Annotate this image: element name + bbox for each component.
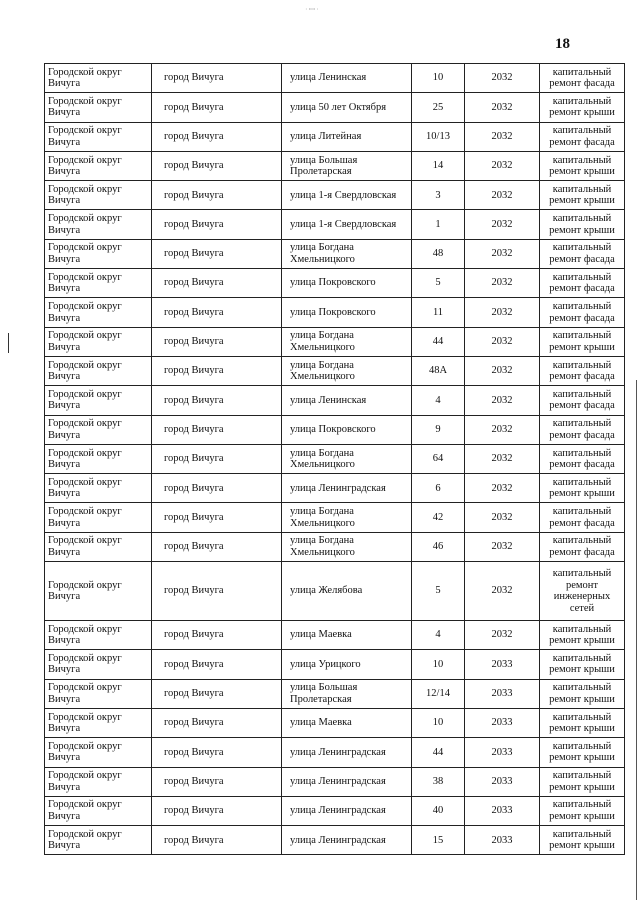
street-cell: улица Богдана Хмельницкого — [282, 239, 412, 268]
city-cell: город Вичуга — [152, 767, 282, 796]
house-number-cell: 15 — [412, 826, 465, 855]
table-row — [45, 562, 625, 621]
table-row — [45, 415, 625, 444]
work-type-cell: капитальный ремонт крыши — [540, 474, 625, 503]
district-cell: Городской округ Вичуга — [45, 708, 152, 737]
table-row — [45, 93, 625, 122]
district-cell: Городской округ Вичуга — [45, 181, 152, 210]
district-cell: Городской округ Вичуга — [45, 298, 152, 327]
year-cell: 2032 — [465, 415, 540, 444]
work-type-cell: капитальный ремонт фасада — [540, 239, 625, 268]
table-row — [45, 64, 625, 93]
city-cell: город Вичуга — [152, 621, 282, 650]
street-cell: улица Большая Пролетарская — [282, 151, 412, 180]
house-number-cell: 3 — [412, 181, 465, 210]
table-row — [45, 269, 625, 298]
street-cell: улица Ленинская — [282, 64, 412, 93]
work-type-cell: капитальный ремонт фасада — [540, 298, 625, 327]
street-cell: улица Ленинградская — [282, 474, 412, 503]
district-cell: Городской округ Вичуга — [45, 64, 152, 93]
house-number-cell: 10 — [412, 650, 465, 679]
house-number-cell: 14 — [412, 151, 465, 180]
work-type-cell: капитальный ремонт крыши — [540, 767, 625, 796]
work-type-cell: капитальный ремонт крыши — [540, 650, 625, 679]
district-cell: Городской округ Вичуга — [45, 650, 152, 679]
house-number-cell: 4 — [412, 386, 465, 415]
year-cell: 2033 — [465, 796, 540, 825]
district-cell: Городской округ Вичуга — [45, 444, 152, 473]
district-cell: Городской округ Вичуга — [45, 503, 152, 532]
work-type-cell: капитальный ремонт фасада — [540, 503, 625, 532]
work-type-cell: капитальный ремонт фасада — [540, 269, 625, 298]
table-row — [45, 122, 625, 151]
street-cell: улица Ленинградская — [282, 826, 412, 855]
city-cell: город Вичуга — [152, 474, 282, 503]
house-number-cell: 48 — [412, 239, 465, 268]
street-cell: улица Маевка — [282, 621, 412, 650]
table-row — [45, 327, 625, 356]
house-number-cell: 25 — [412, 93, 465, 122]
house-number-cell: 44 — [412, 327, 465, 356]
district-cell: Городской округ Вичуга — [45, 679, 152, 708]
city-cell: город Вичуга — [152, 151, 282, 180]
street-cell: улица 1-я Свердловская — [282, 181, 412, 210]
house-number-cell: 6 — [412, 474, 465, 503]
district-cell: Городской округ Вичуга — [45, 621, 152, 650]
year-cell: 2032 — [465, 181, 540, 210]
street-cell: улица Ленинградская — [282, 738, 412, 767]
work-type-cell: капитальный ремонт крыши — [540, 327, 625, 356]
house-number-cell: 38 — [412, 767, 465, 796]
table-row — [45, 767, 625, 796]
year-cell: 2032 — [465, 239, 540, 268]
city-cell: город Вичуга — [152, 796, 282, 825]
work-type-cell: капитальный ремонт крыши — [540, 679, 625, 708]
work-type-cell: капитальный ремонт инженерных сетей — [540, 562, 625, 621]
city-cell: город Вичуга — [152, 826, 282, 855]
house-number-cell: 10 — [412, 708, 465, 737]
table-row — [45, 679, 625, 708]
year-cell: 2032 — [465, 122, 540, 151]
district-cell: Городской округ Вичуга — [45, 474, 152, 503]
table-row — [45, 708, 625, 737]
district-cell: Городской округ Вичуга — [45, 210, 152, 239]
street-cell: улица 1-я Свердловская — [282, 210, 412, 239]
year-cell: 2032 — [465, 298, 540, 327]
year-cell: 2032 — [465, 444, 540, 473]
table-row — [45, 356, 625, 385]
year-cell: 2032 — [465, 64, 540, 93]
year-cell: 2032 — [465, 474, 540, 503]
house-number-cell: 48А — [412, 356, 465, 385]
house-number-cell: 12/14 — [412, 679, 465, 708]
work-type-cell: капитальный ремонт крыши — [540, 181, 625, 210]
year-cell: 2033 — [465, 679, 540, 708]
table-row — [45, 738, 625, 767]
work-type-cell: капитальный ремонт крыши — [540, 210, 625, 239]
left-scan-edge — [8, 333, 9, 353]
work-type-cell: капитальный ремонт фасада — [540, 356, 625, 385]
city-cell: город Вичуга — [152, 356, 282, 385]
table-row — [45, 532, 625, 561]
house-number-cell: 1 — [412, 210, 465, 239]
year-cell: 2033 — [465, 738, 540, 767]
year-cell: 2032 — [465, 93, 540, 122]
year-cell: 2033 — [465, 708, 540, 737]
street-cell: улица Большая Пролетарская — [282, 679, 412, 708]
year-cell: 2033 — [465, 767, 540, 796]
district-cell: Городской округ Вичуга — [45, 532, 152, 561]
city-cell: город Вичуга — [152, 93, 282, 122]
house-number-cell: 4 — [412, 621, 465, 650]
work-type-cell: капитальный ремонт крыши — [540, 93, 625, 122]
right-scan-edge — [636, 380, 637, 900]
house-number-cell: 10 — [412, 64, 465, 93]
street-cell: улица Богдана Хмельницкого — [282, 356, 412, 385]
street-cell: улица Покровского — [282, 298, 412, 327]
city-cell: город Вичуга — [152, 708, 282, 737]
house-number-cell: 11 — [412, 298, 465, 327]
year-cell: 2032 — [465, 386, 540, 415]
street-cell: улица Богдана Хмельницкого — [282, 327, 412, 356]
street-cell: улица Урицкого — [282, 650, 412, 679]
street-cell: улица Покровского — [282, 269, 412, 298]
district-cell: Городской округ Вичуга — [45, 327, 152, 356]
city-cell: город Вичуга — [152, 64, 282, 93]
work-type-cell: капитальный ремонт фасада — [540, 415, 625, 444]
street-cell: улица Богдана Хмельницкого — [282, 503, 412, 532]
work-type-cell: капитальный ремонт крыши — [540, 621, 625, 650]
table-row — [45, 621, 625, 650]
table-row — [45, 181, 625, 210]
street-cell: улица Литейная — [282, 122, 412, 151]
city-cell: город Вичуга — [152, 239, 282, 268]
district-cell: Городской округ Вичуга — [45, 239, 152, 268]
city-cell: город Вичуга — [152, 444, 282, 473]
district-cell: Городской округ Вичуга — [45, 826, 152, 855]
table-row — [45, 239, 625, 268]
year-cell: 2032 — [465, 562, 540, 621]
city-cell: город Вичуга — [152, 415, 282, 444]
city-cell: город Вичуга — [152, 679, 282, 708]
house-number-cell: 5 — [412, 562, 465, 621]
work-type-cell: капитальный ремонт фасада — [540, 64, 625, 93]
house-number-cell: 64 — [412, 444, 465, 473]
year-cell: 2032 — [465, 503, 540, 532]
street-cell: улица Желябова — [282, 562, 412, 621]
house-number-cell: 42 — [412, 503, 465, 532]
district-cell: Городской округ Вичуга — [45, 415, 152, 444]
work-type-cell: капитальный ремонт крыши — [540, 826, 625, 855]
work-type-cell: капитальный ремонт крыши — [540, 708, 625, 737]
city-cell: город Вичуга — [152, 650, 282, 679]
table-row — [45, 298, 625, 327]
city-cell: город Вичуга — [152, 122, 282, 151]
city-cell: город Вичуга — [152, 738, 282, 767]
table-row — [45, 474, 625, 503]
city-cell: город Вичуга — [152, 327, 282, 356]
table-row — [45, 826, 625, 855]
work-type-cell: капитальный ремонт крыши — [540, 151, 625, 180]
table-row — [45, 796, 625, 825]
city-cell: город Вичуга — [152, 298, 282, 327]
work-type-cell: капитальный ремонт крыши — [540, 796, 625, 825]
table-row — [45, 210, 625, 239]
year-cell: 2032 — [465, 151, 540, 180]
district-cell: Городской округ Вичуга — [45, 562, 152, 621]
year-cell: 2032 — [465, 356, 540, 385]
street-cell: улица 50 лет Октября — [282, 93, 412, 122]
district-cell: Городской округ Вичуга — [45, 796, 152, 825]
house-number-cell: 5 — [412, 269, 465, 298]
table-row — [45, 386, 625, 415]
district-cell: Городской округ Вичуга — [45, 151, 152, 180]
table-row — [45, 151, 625, 180]
year-cell: 2032 — [465, 621, 540, 650]
page-number: 18 — [555, 36, 570, 52]
district-cell: Городской округ Вичуга — [45, 93, 152, 122]
district-cell: Городской округ Вичуга — [45, 269, 152, 298]
work-type-cell: капитальный ремонт фасада — [540, 122, 625, 151]
year-cell: 2033 — [465, 826, 540, 855]
street-cell: улица Богдана Хмельницкого — [282, 444, 412, 473]
work-type-cell: капитальный ремонт фасада — [540, 532, 625, 561]
district-cell: Городской округ Вичуга — [45, 767, 152, 796]
table-row — [45, 650, 625, 679]
house-number-cell: 40 — [412, 796, 465, 825]
city-cell: город Вичуга — [152, 503, 282, 532]
year-cell: 2032 — [465, 532, 540, 561]
year-cell: 2033 — [465, 650, 540, 679]
city-cell: город Вичуга — [152, 210, 282, 239]
district-cell: Городской округ Вичуга — [45, 356, 152, 385]
work-type-cell: капитальный ремонт фасада — [540, 444, 625, 473]
scan-mark: ·ꟷ· — [305, 5, 320, 14]
house-number-cell: 10/13 — [412, 122, 465, 151]
district-cell: Городской округ Вичуга — [45, 738, 152, 767]
street-cell: улица Ленинградская — [282, 767, 412, 796]
city-cell: город Вичуга — [152, 181, 282, 210]
table-row — [45, 444, 625, 473]
year-cell: 2032 — [465, 269, 540, 298]
city-cell: город Вичуга — [152, 562, 282, 621]
work-type-cell: капитальный ремонт фасада — [540, 386, 625, 415]
year-cell: 2032 — [465, 210, 540, 239]
year-cell: 2032 — [465, 327, 540, 356]
table-row — [45, 503, 625, 532]
district-cell: Городской округ Вичуга — [45, 386, 152, 415]
repair-schedule-table — [44, 63, 625, 855]
city-cell: город Вичуга — [152, 532, 282, 561]
house-number-cell: 46 — [412, 532, 465, 561]
street-cell: улица Богдана Хмельницкого — [282, 532, 412, 561]
city-cell: город Вичуга — [152, 269, 282, 298]
street-cell: улица Ленинградская — [282, 796, 412, 825]
house-number-cell: 44 — [412, 738, 465, 767]
work-type-cell: капитальный ремонт крыши — [540, 738, 625, 767]
city-cell: город Вичуга — [152, 386, 282, 415]
street-cell: улица Покровского — [282, 415, 412, 444]
street-cell: улица Ленинская — [282, 386, 412, 415]
house-number-cell: 9 — [412, 415, 465, 444]
street-cell: улица Маевка — [282, 708, 412, 737]
district-cell: Городской округ Вичуга — [45, 122, 152, 151]
